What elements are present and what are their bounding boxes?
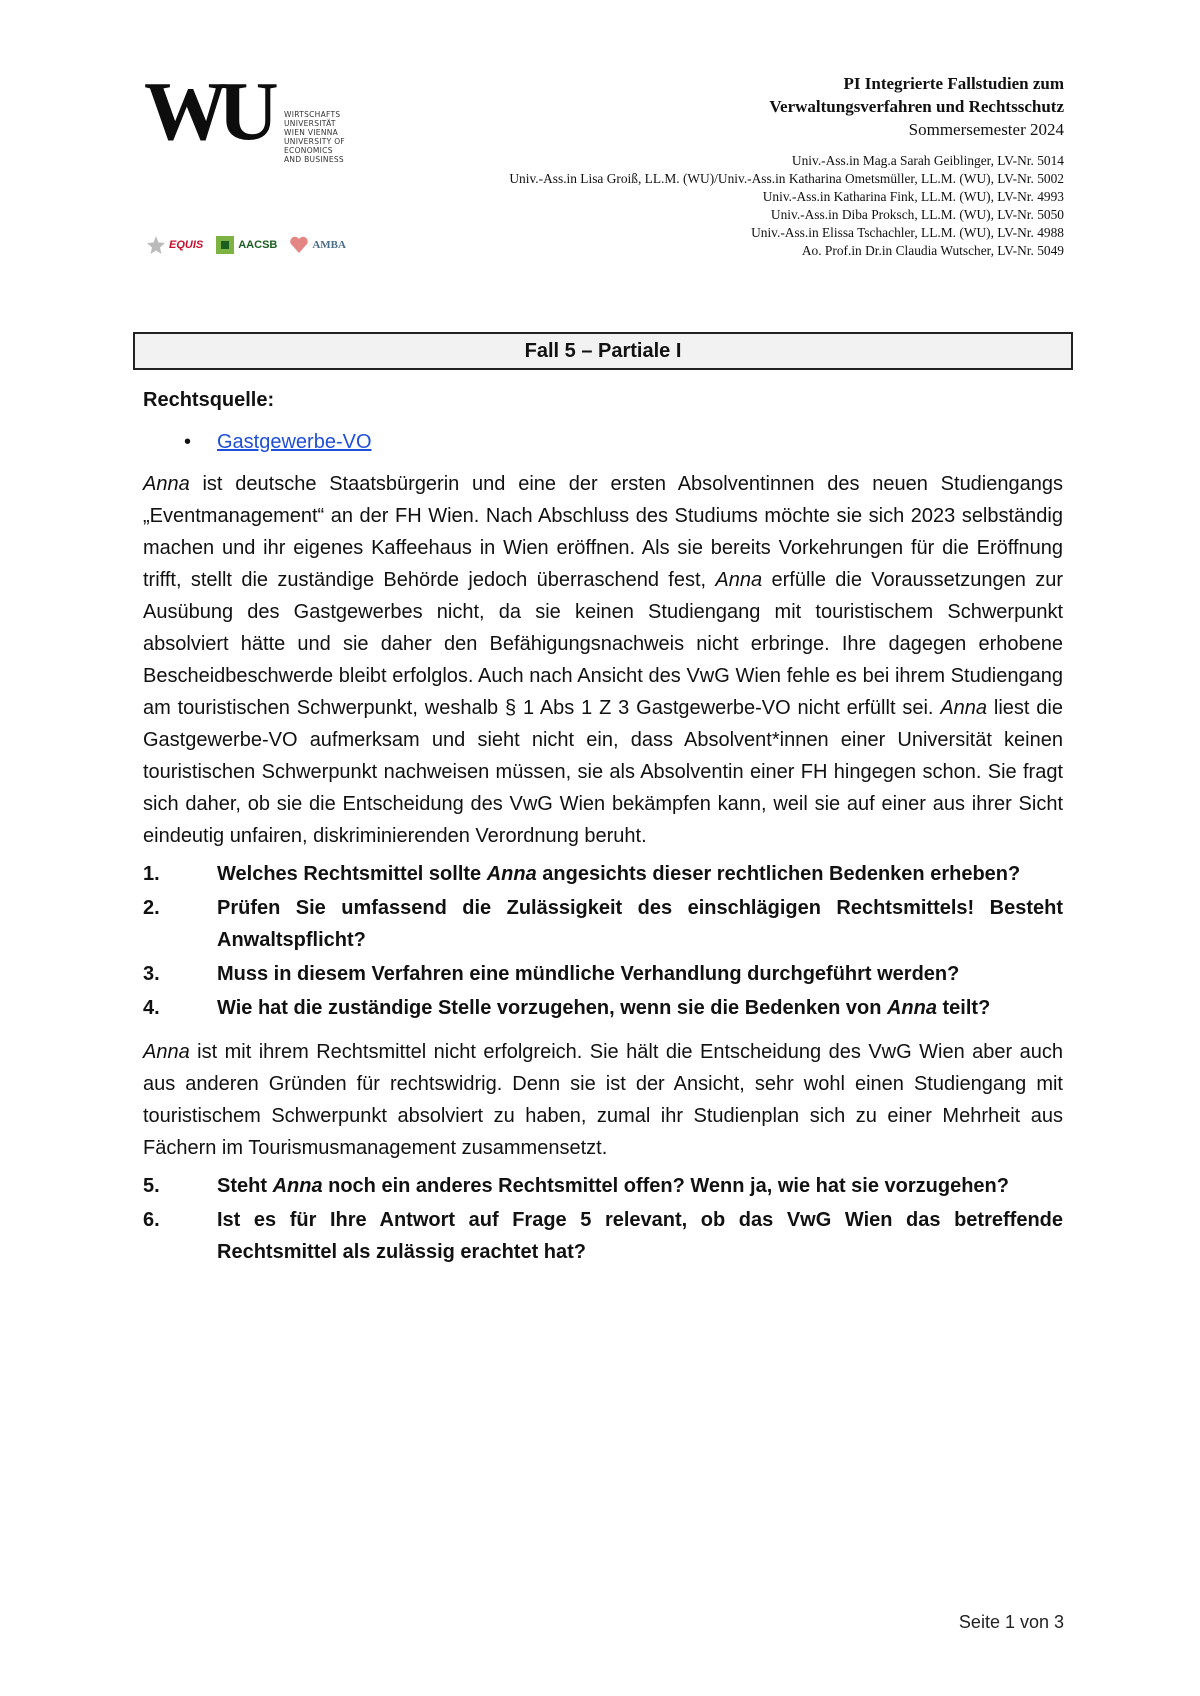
question-number: 4. xyxy=(143,997,160,1019)
gastgewerbe-vo-link[interactable]: Gastgewerbe-VO xyxy=(217,431,372,453)
case-title-box xyxy=(133,332,1073,370)
course-title-line2: Verwaltungsverfahren und Rechtsschutz xyxy=(769,97,1064,116)
wu-subtitle-line: AND BUSINESS xyxy=(284,155,344,164)
sources-label: Rechtsquelle: xyxy=(143,389,275,411)
wu-subtitle-line: WIEN VIENNA xyxy=(284,128,339,137)
aacsb-label: AACSB xyxy=(238,239,278,251)
question-text: Wie hat die zuständige Stelle vorzugehen, wenn sie die Bedenken von Anna teilt? xyxy=(217,997,991,1019)
equis-badge xyxy=(144,230,205,260)
question-item xyxy=(143,892,1063,956)
question-number: 2. xyxy=(143,897,160,919)
question-text: Welches Rechtsmittel sollte Anna angesichts dieser rechtlichen Bedenken erheben? xyxy=(217,863,1021,885)
person-name: Anna xyxy=(486,863,537,885)
course-header xyxy=(509,72,1064,260)
amba-badge xyxy=(287,230,348,260)
question-item xyxy=(143,1204,1063,1268)
semester: Sommersemester 2024 xyxy=(908,120,1064,139)
case-title: Fall 5 – Partiale I xyxy=(524,339,682,362)
accreditation-badges xyxy=(144,230,348,260)
paragraph-text: erfülle die Voraussetzungen zur Ausübung des Gastgewerbes nicht, da sie keinen Studiengang mit touristischem Schwerpunkt absolviert hätte und sie daher den Befähigungsnachweis nicht erbringe. Ihre dagegen erhobene Bescheidbeschwerde bleibt erfolglos. Auch nach Ansicht des VwG Wien fehle es bei ihrem Studiengang am touristischen Schwerpunkt, weshalb § 1 Abs 1 Z 3 Gastgewerbe-VO nicht erfüllt sei. xyxy=(143,569,1063,719)
wu-subtitle-line: UNIVERSITY OF xyxy=(284,137,346,146)
paragraph-text: ist deutsche Staatsbürgerin und eine der ersten Absolventinnen des neuen Studiengangs „Eventmanagement“ an der FH Wien. Nach Abschluss des Studiums möchte sie sich 2023 selbständig machen und ihr eigenes Kaffeehaus in Wien eröffnen. Als sie bereits Vorkehrungen für die Eröffnung trifft, stellt die zuständige Behörde jedoch überraschend fest, xyxy=(143,473,1063,591)
wu-subtitle-line: WIRTSCHAFTS xyxy=(284,110,341,119)
questions-list-2 xyxy=(143,1170,1063,1268)
page-number: Seite 1 von 3 xyxy=(958,1612,1064,1632)
amba-label: AMBA xyxy=(312,239,346,251)
case-paragraph-1 xyxy=(143,468,1063,852)
staff-line: Univ.-Ass.in Mag.a Sarah Geiblinger, LV-Nr. 5014 xyxy=(791,153,1064,168)
person-name: Anna xyxy=(715,569,763,591)
person-name: Anna xyxy=(143,473,190,495)
case-content xyxy=(143,384,1063,1280)
question-item xyxy=(143,958,1063,990)
equis-star-icon xyxy=(146,235,166,255)
question-item xyxy=(143,858,1063,890)
paragraph-text: ist mit ihrem Rechtsmittel nicht erfolgreich. Sie hält die Entscheidung des VwG Wien aber auch aus anderen Gründen für rechtswidrig. Denn sie ist der Ansicht, sehr wohl einen Studiengang mit touristischem Schwerpunkt absolviert zu haben, zumal ihr Studienplan sich zu einer Mehrheit aus Fächern im Tourismusmanagement zusammensetzt. xyxy=(143,1041,1063,1159)
aacsb-badge xyxy=(213,230,279,260)
equis-label: EQUIS xyxy=(169,239,204,251)
wu-logo-subtitle xyxy=(284,110,345,164)
question-item xyxy=(143,992,1063,1024)
question-number: 3. xyxy=(143,963,160,985)
aacsb-square-icon xyxy=(215,235,235,255)
question-number: 1. xyxy=(143,863,160,885)
amba-heart-icon xyxy=(289,235,309,255)
case-paragraph-2 xyxy=(143,1036,1063,1164)
staff-line: Univ.-Ass.in Lisa Groiß, LL.M. (WU)/Univ.-Ass.in Katharina Ometsmüller, LL.M. (WU), LV-Nr. 5002 xyxy=(509,171,1064,186)
staff-line: Univ.-Ass.in Katharina Fink, LL.M. (WU), LV-Nr. 4993 xyxy=(762,189,1064,204)
course-title-line1: PI Integrierte Fallstudien zum xyxy=(843,74,1064,93)
staff-line: Univ.-Ass.in Diba Proksch, LL.M. (WU), LV-Nr. 5050 xyxy=(770,207,1064,222)
question-text: Steht Anna noch ein anderes Rechtsmittel offen? Wenn ja, wie hat sie vorzugehen? xyxy=(217,1175,1009,1197)
person-name: Anna xyxy=(940,697,988,719)
wu-subtitle-line: ECONOMICS xyxy=(284,146,333,155)
person-name: Anna xyxy=(143,1041,190,1063)
staff-line: Ao. Prof.in Dr.in Claudia Wutscher, LV-Nr. 5049 xyxy=(801,243,1064,258)
question-text: Muss in diesem Verfahren eine mündliche Verhandlung durchgeführt werden? xyxy=(217,963,960,985)
wu-logo xyxy=(144,65,384,175)
question-text: Prüfen Sie umfassend die Zulässigkeit des einschlägigen Rechtsmittels! Besteht Anwaltspflicht? xyxy=(217,897,1063,951)
question-number: 5. xyxy=(143,1175,160,1197)
wu-subtitle-line: UNIVERSITÄT xyxy=(284,119,336,128)
paragraph-text: liest die Gastgewerbe-VO aufmerksam und sieht nicht ein, dass Absolvent*innen einer Universität keinen touristischen Schwerpunkt nachweisen müssen, sie als Absolventin einer FH hingegen schon. Sie fragt sich daher, ob sie die Entscheidung des VwG Wien bekämpfen kann, weil sie auf einer aus ihrer Sicht eindeutig unfairen, diskriminierenden Verordnung beruht. xyxy=(143,697,1063,847)
wu-logo-letters: WU xyxy=(144,65,269,158)
questions-list-1 xyxy=(143,858,1063,1024)
question-item xyxy=(143,1170,1063,1202)
sources-list xyxy=(143,426,1063,458)
source-item xyxy=(143,426,1063,458)
question-number: 6. xyxy=(143,1209,160,1231)
person-name: Anna xyxy=(272,1175,323,1197)
person-name: Anna xyxy=(886,997,937,1019)
university-logo-block xyxy=(144,65,384,251)
staff-line: Univ.-Ass.in Elissa Tschachler, LL.M. (WU), LV-Nr. 4988 xyxy=(751,225,1064,240)
bullet-icon: • xyxy=(184,431,192,453)
question-text: Ist es für Ihre Antwort auf Frage 5 relevant, ob das VwG Wien das betreffende Rechtsmittel als zulässig erachtet hat? xyxy=(217,1209,1063,1263)
